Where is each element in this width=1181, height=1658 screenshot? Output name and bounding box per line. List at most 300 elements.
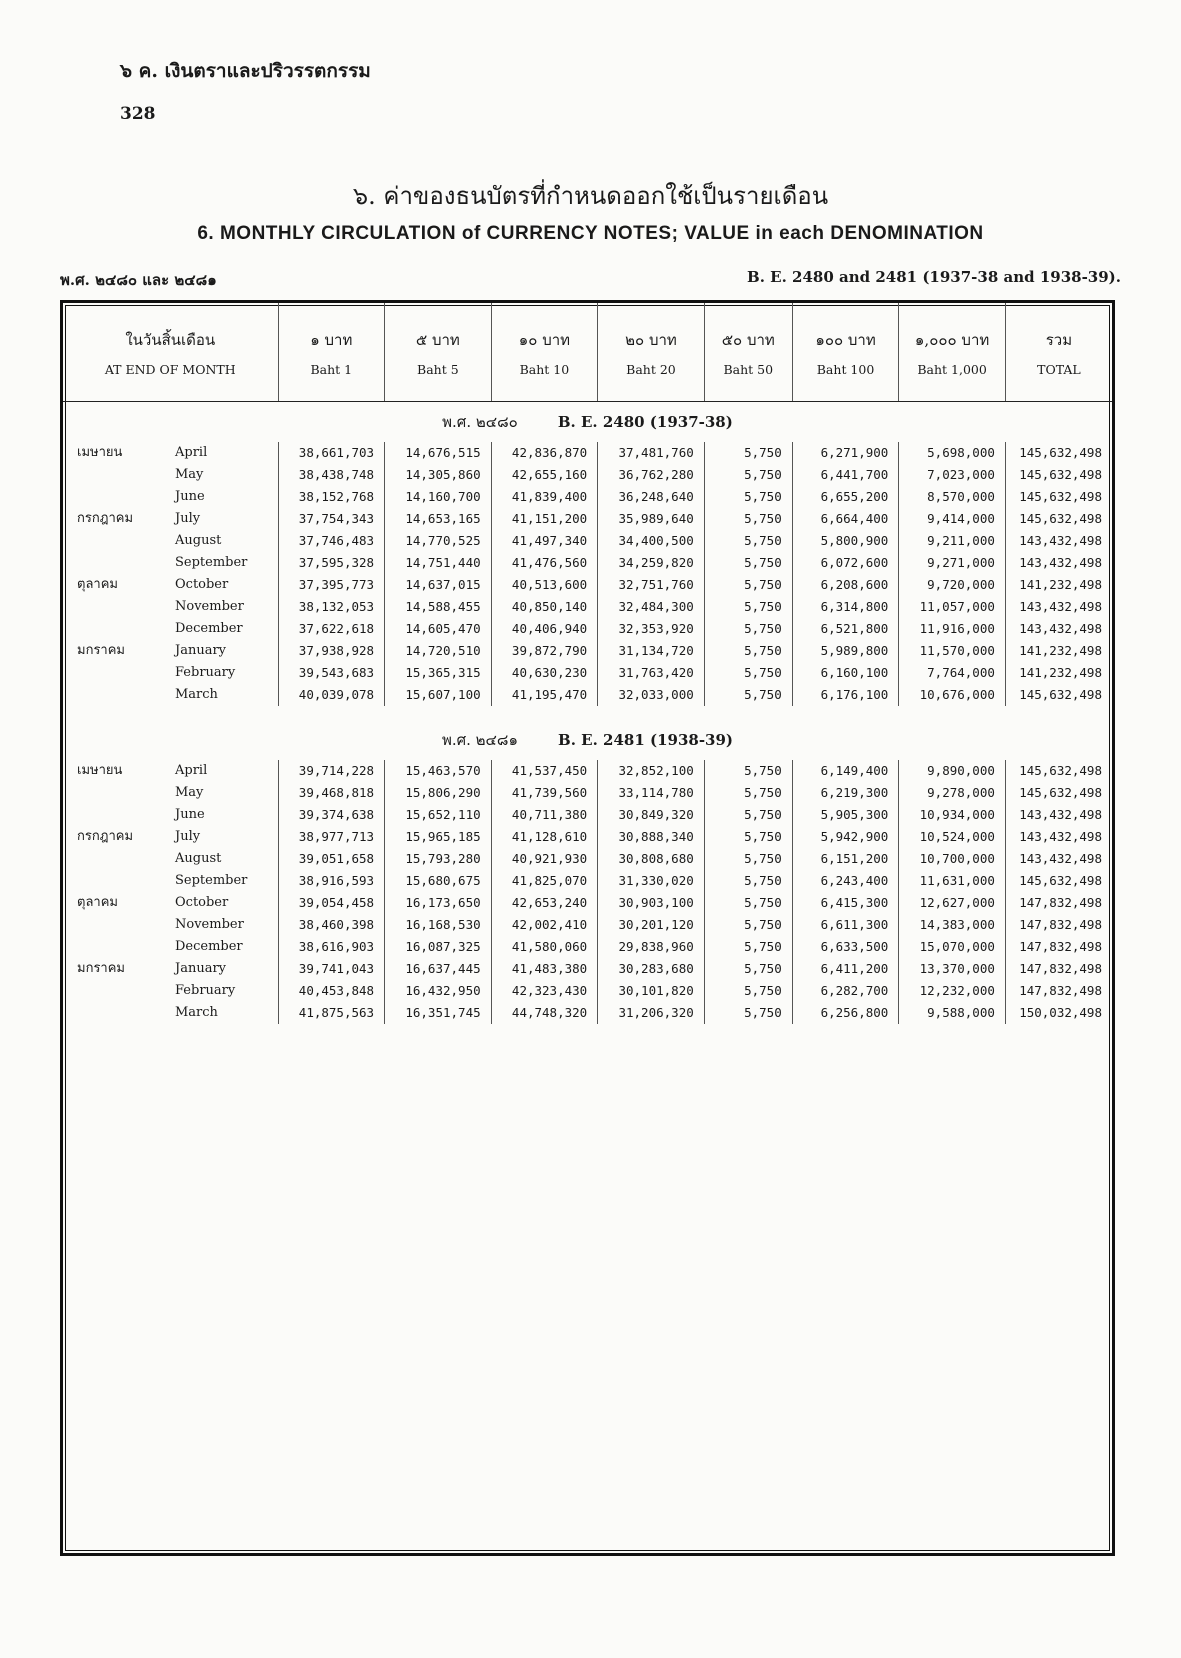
month-wrap — [63, 782, 278, 804]
value-cell: 30,201,120 — [598, 914, 705, 936]
month-name: May — [175, 785, 204, 800]
value-cell: 37,746,483 — [278, 530, 385, 552]
value-cell: 9,414,000 — [899, 508, 1006, 530]
value-cell: 11,916,000 — [899, 618, 1006, 640]
month-name: May — [175, 467, 204, 482]
value-cell: 15,365,315 — [385, 662, 492, 684]
value-cell: 5,750 — [704, 870, 792, 892]
value-cell: 5,750 — [704, 914, 792, 936]
month-name: December — [175, 939, 243, 954]
value-cell: 42,323,430 — [491, 980, 598, 1002]
value-cell: 6,151,200 — [792, 848, 899, 870]
value-cell: 145,632,498 — [1005, 684, 1112, 706]
value-cell: 5,750 — [704, 980, 792, 1002]
month-name: August — [175, 533, 222, 548]
month-name: February — [175, 983, 236, 998]
month-cell — [63, 936, 278, 958]
thai-month-label: กรกฎาคม — [77, 829, 134, 844]
value-cell: 143,432,498 — [1005, 552, 1112, 574]
month-wrap — [63, 574, 278, 596]
value-cell: 141,232,498 — [1005, 640, 1112, 662]
month-wrap — [63, 826, 278, 848]
value-cell: 38,977,713 — [278, 826, 385, 848]
value-cell: 31,763,420 — [598, 662, 705, 684]
month-name: December — [175, 621, 243, 636]
value-cell: 37,938,928 — [278, 640, 385, 662]
value-cell: 15,070,000 — [899, 936, 1006, 958]
month-cell — [63, 464, 278, 486]
value-cell: 147,832,498 — [1005, 914, 1112, 936]
value-cell: 5,750 — [704, 552, 792, 574]
value-cell: 38,616,903 — [278, 936, 385, 958]
thai-month-label: มกราคม — [77, 961, 125, 976]
value-cell: 40,406,940 — [491, 618, 598, 640]
value-cell: 5,750 — [704, 804, 792, 826]
value-cell: 30,903,100 — [598, 892, 705, 914]
month-wrap — [63, 804, 278, 826]
value-cell: 41,483,380 — [491, 958, 598, 980]
month-cell — [63, 442, 278, 464]
thai-month-label — [63, 552, 175, 574]
value-cell: 34,400,500 — [598, 530, 705, 552]
value-cell: 38,438,748 — [278, 464, 385, 486]
column-header-english: Baht 50 — [723, 361, 774, 377]
value-cell: 37,622,618 — [278, 618, 385, 640]
value-cell: 5,750 — [704, 782, 792, 804]
table-row — [63, 848, 1112, 870]
value-cell: 14,720,510 — [385, 640, 492, 662]
value-cell: 10,676,000 — [899, 684, 1006, 706]
value-cell: 38,152,768 — [278, 486, 385, 508]
thai-month-label: เมษายน — [77, 445, 123, 460]
thai-month-label — [63, 914, 175, 936]
value-cell: 145,632,498 — [1005, 870, 1112, 892]
month-name: February — [175, 665, 236, 680]
title-block — [60, 176, 1121, 245]
value-cell: 40,513,600 — [491, 574, 598, 596]
value-cell: 14,160,700 — [385, 486, 492, 508]
month-name: January — [175, 961, 227, 976]
column-header-thai: ๑๐ บาท — [518, 330, 571, 349]
value-cell: 5,750 — [704, 486, 792, 508]
month-wrap — [63, 640, 278, 662]
value-cell: 11,631,000 — [899, 870, 1006, 892]
value-cell: 14,637,015 — [385, 574, 492, 596]
value-cell: 11,057,000 — [899, 596, 1006, 618]
value-cell: 44,748,320 — [491, 1002, 598, 1024]
thai-month-label — [63, 870, 175, 892]
thai-month-label: ตุลาคม — [77, 577, 118, 592]
thai-month-label — [63, 804, 175, 826]
value-cell: 143,432,498 — [1005, 826, 1112, 848]
month-name: June — [175, 807, 205, 822]
month-cell — [63, 826, 278, 848]
value-cell: 15,793,280 — [385, 848, 492, 870]
column-header — [704, 303, 792, 402]
month-name: July — [175, 829, 201, 844]
column-header-english: Baht 1 — [310, 361, 353, 377]
table-title-english: 6. MONTHLY CIRCULATION of CURRENCY NOTES; VALUE in each DENOMINATION — [197, 223, 984, 244]
value-cell: 5,750 — [704, 662, 792, 684]
column-header-thai: ๕๐ บาท — [721, 330, 775, 349]
month-name: March — [175, 687, 218, 702]
month-wrap — [63, 914, 278, 936]
value-cell: 6,256,800 — [792, 1002, 899, 1024]
month-cell — [63, 486, 278, 508]
value-cell: 39,543,683 — [278, 662, 385, 684]
table-row — [63, 870, 1112, 892]
table-row — [63, 552, 1112, 574]
value-cell: 36,762,280 — [598, 464, 705, 486]
month-name: July — [175, 511, 201, 526]
value-cell: 14,305,860 — [385, 464, 492, 486]
section-label: B. E. 2480 (1937-38) — [557, 413, 733, 431]
month-name: September — [175, 873, 248, 888]
value-cell: 41,497,340 — [491, 530, 598, 552]
month-cell — [63, 640, 278, 662]
value-cell: 41,128,610 — [491, 826, 598, 848]
value-cell: 16,351,745 — [385, 1002, 492, 1024]
month-cell — [63, 760, 278, 782]
month-cell — [63, 870, 278, 892]
value-cell: 145,632,498 — [1005, 508, 1112, 530]
table-row — [63, 804, 1112, 826]
value-cell: 12,627,000 — [899, 892, 1006, 914]
value-cell: 39,468,818 — [278, 782, 385, 804]
table-row — [63, 596, 1112, 618]
table-row — [63, 530, 1112, 552]
value-cell: 5,942,900 — [792, 826, 899, 848]
value-cell: 6,633,500 — [792, 936, 899, 958]
value-cell: 38,132,053 — [278, 596, 385, 618]
value-cell: 6,271,900 — [792, 442, 899, 464]
section-heading — [63, 720, 1112, 760]
section-heading-row — [63, 720, 1112, 760]
value-cell: 31,330,020 — [598, 870, 705, 892]
thai-month-label: มกราคม — [77, 643, 125, 658]
value-cell: 5,750 — [704, 936, 792, 958]
value-cell: 14,605,470 — [385, 618, 492, 640]
table-header — [63, 303, 1112, 402]
month-wrap — [63, 958, 278, 980]
value-cell: 39,872,790 — [491, 640, 598, 662]
month-wrap — [63, 486, 278, 508]
section-label-thai: พ.ศ. ๒๔๘๑ — [441, 731, 519, 749]
table-row — [63, 662, 1112, 684]
thai-month-label: เมษายน — [77, 763, 123, 778]
section-label-thai: พ.ศ. ๒๔๘๐ — [442, 413, 518, 431]
value-cell: 38,460,398 — [278, 914, 385, 936]
year-line — [60, 268, 1121, 292]
page-number: 328 — [120, 104, 156, 124]
value-cell: 41,825,070 — [491, 870, 598, 892]
value-cell: 6,415,300 — [792, 892, 899, 914]
value-cell: 6,655,200 — [792, 486, 899, 508]
value-cell: 37,395,773 — [278, 574, 385, 596]
column-header-english: AT END OF MONTH — [104, 361, 236, 377]
value-cell: 36,248,640 — [598, 486, 705, 508]
value-cell: 6,521,800 — [792, 618, 899, 640]
currency-table-frame — [60, 300, 1115, 1556]
month-wrap — [63, 552, 278, 574]
table-body — [63, 402, 1112, 1025]
table-row — [63, 760, 1112, 782]
value-cell: 38,661,703 — [278, 442, 385, 464]
month-name: April — [175, 763, 208, 778]
value-cell: 145,632,498 — [1005, 782, 1112, 804]
month-cell — [63, 848, 278, 870]
value-cell: 5,750 — [704, 618, 792, 640]
value-cell: 5,750 — [704, 1002, 792, 1024]
table-title-thai: ๖. ค่าของธนบัตรที่กำหนดออกใช้เป็นรายเดือน — [352, 182, 829, 210]
column-header — [792, 303, 899, 402]
column-header-thai: ๒๐ บาท — [625, 330, 677, 349]
header-row — [63, 303, 1112, 402]
value-cell: 14,383,000 — [899, 914, 1006, 936]
value-cell: 41,476,560 — [491, 552, 598, 574]
table-row — [63, 958, 1112, 980]
month-cell — [63, 958, 278, 980]
month-name: January — [175, 643, 227, 658]
value-cell: 39,054,458 — [278, 892, 385, 914]
month-wrap — [63, 1002, 278, 1024]
thai-month-label — [63, 1002, 175, 1024]
thai-month-label — [63, 596, 175, 618]
month-wrap — [63, 618, 278, 640]
value-cell: 40,453,848 — [278, 980, 385, 1002]
value-cell: 32,353,920 — [598, 618, 705, 640]
value-cell: 6,160,100 — [792, 662, 899, 684]
thai-month-label — [63, 936, 175, 958]
column-header — [899, 303, 1006, 402]
value-cell: 5,905,300 — [792, 804, 899, 826]
value-cell: 40,630,230 — [491, 662, 598, 684]
value-cell: 31,134,720 — [598, 640, 705, 662]
value-cell: 147,832,498 — [1005, 892, 1112, 914]
value-cell: 5,750 — [704, 760, 792, 782]
value-cell: 41,580,060 — [491, 936, 598, 958]
value-cell: 41,739,560 — [491, 782, 598, 804]
value-cell: 5,750 — [704, 530, 792, 552]
value-cell: 39,741,043 — [278, 958, 385, 980]
table-row — [63, 980, 1112, 1002]
value-cell: 35,989,640 — [598, 508, 705, 530]
thai-month-label — [63, 464, 175, 486]
table-row — [63, 826, 1112, 848]
value-cell: 42,655,160 — [491, 464, 598, 486]
column-header-thai: ในวันสิ้นเดือน — [125, 330, 216, 349]
english-year-range: B. E. 2480 and 2481 (1937-38 and 1938-39). — [747, 268, 1121, 286]
value-cell: 6,219,300 — [792, 782, 899, 804]
value-cell: 5,800,900 — [792, 530, 899, 552]
value-cell: 38,916,593 — [278, 870, 385, 892]
value-cell: 32,751,760 — [598, 574, 705, 596]
column-header-english: TOTAL — [1037, 361, 1081, 377]
value-cell: 41,151,200 — [491, 508, 598, 530]
value-cell: 30,283,680 — [598, 958, 705, 980]
table-row — [63, 914, 1112, 936]
column-header — [598, 303, 705, 402]
value-cell: 5,750 — [704, 826, 792, 848]
month-wrap — [63, 892, 278, 914]
value-cell: 42,002,410 — [491, 914, 598, 936]
column-header-english: Baht 5 — [417, 361, 459, 377]
thai-year-range: พ.ศ. ๒๔๘๐ และ ๒๔๘๑ — [60, 271, 217, 289]
month-wrap — [63, 848, 278, 870]
value-cell: 145,632,498 — [1005, 464, 1112, 486]
value-cell: 9,211,000 — [899, 530, 1006, 552]
value-cell: 5,989,800 — [792, 640, 899, 662]
table-row — [63, 782, 1112, 804]
value-cell: 39,374,638 — [278, 804, 385, 826]
value-cell: 7,764,000 — [899, 662, 1006, 684]
value-cell: 16,432,950 — [385, 980, 492, 1002]
column-header — [278, 303, 385, 402]
month-cell — [63, 980, 278, 1002]
value-cell: 145,632,498 — [1005, 442, 1112, 464]
value-cell: 15,680,675 — [385, 870, 492, 892]
value-cell: 16,637,445 — [385, 958, 492, 980]
value-cell: 31,206,320 — [598, 1002, 705, 1024]
value-cell: 14,770,525 — [385, 530, 492, 552]
value-cell: 40,039,078 — [278, 684, 385, 706]
value-cell: 6,282,700 — [792, 980, 899, 1002]
value-cell: 5,750 — [704, 442, 792, 464]
section-spacer-cell — [63, 706, 1112, 720]
thai-month-label — [63, 848, 175, 870]
value-cell: 145,632,498 — [1005, 760, 1112, 782]
value-cell: 29,838,960 — [598, 936, 705, 958]
value-cell: 16,173,650 — [385, 892, 492, 914]
value-cell: 39,051,658 — [278, 848, 385, 870]
month-cell — [63, 662, 278, 684]
value-cell: 40,850,140 — [491, 596, 598, 618]
thai-month-label — [63, 530, 175, 552]
month-wrap — [63, 870, 278, 892]
value-cell: 16,168,530 — [385, 914, 492, 936]
column-header-english: Baht 100 — [816, 361, 875, 377]
month-wrap — [63, 464, 278, 486]
month-cell — [63, 552, 278, 574]
thai-month-label — [63, 684, 175, 706]
value-cell: 14,653,165 — [385, 508, 492, 530]
column-header-english: Baht 10 — [519, 361, 570, 377]
value-cell: 6,149,400 — [792, 760, 899, 782]
value-cell: 5,750 — [704, 892, 792, 914]
section-spacer — [63, 706, 1112, 720]
month-wrap — [63, 530, 278, 552]
value-cell: 143,432,498 — [1005, 618, 1112, 640]
value-cell: 143,432,498 — [1005, 804, 1112, 826]
month-cell — [63, 782, 278, 804]
value-cell: 37,754,343 — [278, 508, 385, 530]
table-row — [63, 486, 1112, 508]
table-row — [63, 684, 1112, 706]
month-cell — [63, 892, 278, 914]
value-cell: 41,839,400 — [491, 486, 598, 508]
month-wrap — [63, 684, 278, 706]
month-wrap — [63, 936, 278, 958]
value-cell: 9,720,000 — [899, 574, 1006, 596]
month-cell — [63, 618, 278, 640]
value-cell: 147,832,498 — [1005, 936, 1112, 958]
column-header — [1005, 303, 1112, 402]
value-cell: 33,114,780 — [598, 782, 705, 804]
column-header-english: Baht 20 — [626, 361, 676, 377]
value-cell: 30,808,680 — [598, 848, 705, 870]
value-cell: 150,032,498 — [1005, 1002, 1112, 1024]
value-cell: 15,806,290 — [385, 782, 492, 804]
value-cell: 9,278,000 — [899, 782, 1006, 804]
value-cell: 13,370,000 — [899, 958, 1006, 980]
value-cell: 5,750 — [704, 684, 792, 706]
value-cell: 32,033,000 — [598, 684, 705, 706]
column-header-thai: ๑๐๐ บาท — [815, 330, 876, 349]
value-cell: 5,750 — [704, 508, 792, 530]
value-cell: 30,888,340 — [598, 826, 705, 848]
value-cell: 32,484,300 — [598, 596, 705, 618]
value-cell: 6,208,600 — [792, 574, 899, 596]
month-cell — [63, 530, 278, 552]
running-head: ๖ ค. เงินตราและปริวรรตกรรม — [120, 60, 371, 82]
table-row — [63, 892, 1112, 914]
currency-circulation-table — [63, 303, 1112, 1024]
value-cell: 6,176,100 — [792, 684, 899, 706]
table-row — [63, 442, 1112, 464]
value-cell: 42,653,240 — [491, 892, 598, 914]
value-cell: 30,101,820 — [598, 980, 705, 1002]
column-header-thai: ๑,๐๐๐ บาท — [914, 330, 990, 349]
thai-month-label — [63, 618, 175, 640]
value-cell: 143,432,498 — [1005, 596, 1112, 618]
value-cell: 6,441,700 — [792, 464, 899, 486]
column-header — [63, 303, 278, 402]
value-cell: 5,750 — [704, 464, 792, 486]
month-name: August — [175, 851, 222, 866]
section-heading-row — [63, 402, 1112, 443]
section-label: B. E. 2481 (1938-39) — [558, 731, 734, 749]
thai-month-label: กรกฎาคม — [77, 511, 134, 526]
month-name: September — [175, 555, 248, 570]
value-cell: 8,570,000 — [899, 486, 1006, 508]
value-cell: 6,411,200 — [792, 958, 899, 980]
value-cell: 10,700,000 — [899, 848, 1006, 870]
value-cell: 147,832,498 — [1005, 980, 1112, 1002]
value-cell: 145,632,498 — [1005, 486, 1112, 508]
section-heading — [63, 402, 1112, 443]
column-header — [385, 303, 492, 402]
month-wrap — [63, 760, 278, 782]
value-cell: 6,314,800 — [792, 596, 899, 618]
value-cell: 15,652,110 — [385, 804, 492, 826]
value-cell: 141,232,498 — [1005, 662, 1112, 684]
value-cell: 42,836,870 — [491, 442, 598, 464]
value-cell: 34,259,820 — [598, 552, 705, 574]
month-cell — [63, 914, 278, 936]
value-cell: 32,852,100 — [598, 760, 705, 782]
value-cell: 6,611,300 — [792, 914, 899, 936]
month-name: November — [175, 917, 244, 932]
thai-month-label — [63, 662, 175, 684]
month-name: November — [175, 599, 244, 614]
thai-month-label — [63, 782, 175, 804]
value-cell: 14,676,515 — [385, 442, 492, 464]
column-header-thai: ๑ บาท — [310, 330, 353, 349]
month-cell — [63, 508, 278, 530]
value-cell: 147,832,498 — [1005, 958, 1112, 980]
month-name: October — [175, 895, 229, 910]
value-cell: 143,432,498 — [1005, 530, 1112, 552]
